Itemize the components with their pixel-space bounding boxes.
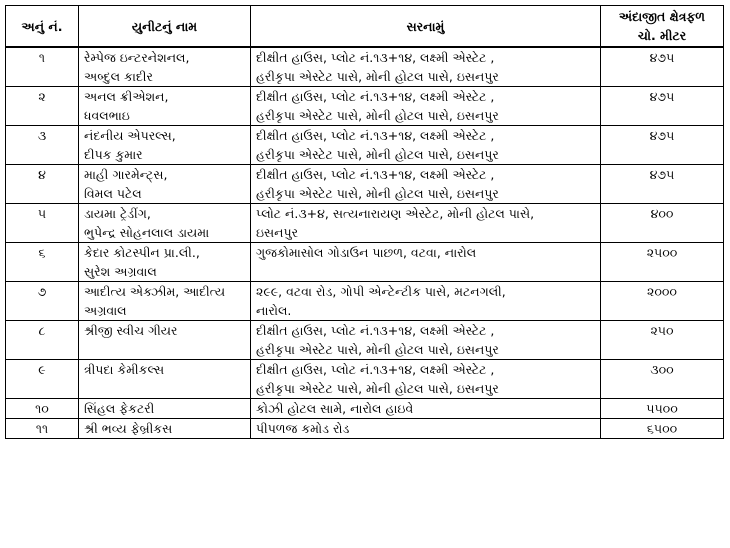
address-cell	[251, 419, 601, 439]
area-cell: ૪૦૦	[601, 204, 724, 243]
address-line2: હરીકૃપા એસ્ટેટ પાસે, મોની હોટલ પાસે, ઇસનપુર	[256, 381, 499, 396]
address-line2: હરીકૃપા એસ્ટેટ પાસે, મોની હોટલ પાસે, ઇસનપુર	[256, 186, 499, 201]
address-cell	[251, 243, 601, 282]
address-cell	[251, 126, 601, 165]
units-table	[5, 5, 724, 439]
unit-name-line2: સુરેશ અગ્રવાલ	[84, 264, 157, 279]
address-line2: હરીકૃપા એસ્ટેટ પાસે, મોની હોટલ પાસે, ઇસનપુર	[256, 108, 499, 123]
address-line1: દીક્ષીત હાઉસ, પ્લોટ નં.૧૩+૧૪, લક્ષ્મી એસ્ટેટ ,	[256, 362, 495, 377]
area-cell: ૨૦૦૦	[601, 282, 724, 321]
address-line1: દીક્ષીત હાઉસ, પ્લોટ નં.૧૩+૧૪, લક્ષ્મી એસ્ટેટ ,	[256, 167, 495, 182]
address-line2: ઇસનપુર	[256, 225, 299, 240]
unit-name-cell	[79, 243, 251, 282]
table-row	[6, 321, 724, 360]
unit-name-cell	[79, 204, 251, 243]
area-cell: ૪૭૫	[601, 126, 724, 165]
area-cell: ૩૦૦	[601, 360, 724, 399]
row-number: ૧૦	[6, 399, 79, 419]
unit-name-line2: વિમલ પટેલ	[84, 186, 142, 201]
header-sr-no: અનું નં.	[6, 6, 79, 48]
row-number: ૧	[6, 47, 79, 87]
table-row	[6, 126, 724, 165]
row-number: ૬	[6, 243, 79, 282]
address-line2: હરીકૃપા એસ્ટેટ પાસે, મોની હોટલ પાસે, ઇસનપુર	[256, 147, 499, 162]
address-line2: હરીકૃપા એસ્ટેટ પાસે, મોની હોટલ પાસે, ઇસનપુર	[256, 69, 499, 84]
table-row	[6, 87, 724, 126]
unit-name-line2: ધવલભાઇ	[84, 108, 130, 123]
unit-name-line1: આદીત્ય એક્ઝીમ, આદીત્ય	[84, 284, 226, 299]
area-cell: ૪૭૫	[601, 87, 724, 126]
area-cell: ૪૭૫	[601, 165, 724, 204]
unit-name-line1: માહી ગારમેન્ટ્સ,	[84, 167, 168, 182]
unit-name-line1: કેદાર કોટસ્પીન પ્રા.લી.,	[84, 245, 200, 260]
table-row	[6, 399, 724, 419]
row-number: ૮	[6, 321, 79, 360]
address-cell	[251, 204, 601, 243]
area-cell: ૬૫૦૦	[601, 419, 724, 439]
area-cell: ૫૫૦૦	[601, 399, 724, 419]
header-unit-name: યુનીટનું નામ	[79, 6, 251, 48]
header-area-line1: અંદાજીત ક્ષેત્રફળ	[618, 9, 706, 24]
address-cell	[251, 321, 601, 360]
address-line1: દીક્ષીત હાઉસ, પ્લોટ નં.૧૩+૧૪, લક્ષ્મી એસ્ટેટ ,	[256, 128, 495, 143]
row-number: ૭	[6, 282, 79, 321]
unit-name-line1: રેમ્પેજ ઇન્ટરનેશનલ,	[84, 50, 190, 65]
table-row	[6, 282, 724, 321]
address-line1: દીક્ષીત હાઉસ, પ્લોટ નં.૧૩+૧૪, લક્ષ્મી એસ્ટેટ ,	[256, 50, 495, 65]
unit-name-line2: અગ્રવાલ	[84, 303, 127, 318]
table-row	[6, 419, 724, 439]
address-line1: કોઝી હોટલ સામે, નારોલ હાઇવે	[256, 401, 414, 416]
address-cell	[251, 399, 601, 419]
row-number: ૩	[6, 126, 79, 165]
table-row	[6, 165, 724, 204]
address-cell	[251, 87, 601, 126]
unit-name-cell	[79, 399, 251, 419]
row-number: ૫	[6, 204, 79, 243]
unit-name-line1: શ્રી ભવ્ય ફેબ્રીકસ	[84, 421, 173, 436]
address-line1: ૨૯૯, વટવા રોડ, ગોપી એન્ટેન્ટીક પાસે, મટનગલી,	[256, 284, 506, 299]
unit-name-cell	[79, 126, 251, 165]
table-row	[6, 47, 724, 87]
unit-name-cell	[79, 282, 251, 321]
header-area-line2: ચો. મીટર	[637, 28, 687, 43]
table-row	[6, 204, 724, 243]
unit-name-cell	[79, 165, 251, 204]
address-line1: દીક્ષીત હાઉસ, પ્લોટ નં.૧૩+૧૪, લક્ષ્મી એસ્ટેટ ,	[256, 323, 495, 338]
row-number: ૯	[6, 360, 79, 399]
address-line1: પ્લોટ નં.૩+૪, સત્યનારાયણ એસ્ટેટ, મોની હોટલ પાસે,	[256, 206, 535, 221]
unit-name-cell	[79, 419, 251, 439]
unit-name-line2: ભુપેન્દ્ર સોહનલાલ ડાયમા	[84, 225, 210, 240]
unit-name-line1: નંદનીય એપરલ્સ,	[84, 128, 176, 143]
address-line1: દીક્ષીત હાઉસ, પ્લોટ નં.૧૩+૧૪, લક્ષ્મી એસ્ટેટ ,	[256, 89, 495, 104]
unit-name-line1: ડાયમા ટ્રેડીંગ,	[84, 206, 151, 221]
row-number: ૧૧	[6, 419, 79, 439]
header-area	[601, 6, 724, 48]
header-address: સરનામું	[251, 6, 601, 48]
header-row	[6, 6, 724, 48]
area-cell: ૪૭૫	[601, 47, 724, 87]
unit-name-line1: શ્રીજી સ્વીચ ગીયર	[84, 323, 178, 338]
unit-name-cell	[79, 87, 251, 126]
row-number: ૪	[6, 165, 79, 204]
row-number: ૨	[6, 87, 79, 126]
unit-name-line1: ત્રીપદા કેમીકલ્સ	[84, 362, 165, 377]
unit-name-cell	[79, 47, 251, 87]
address-cell	[251, 282, 601, 321]
address-line1: પીપળજ કમોડ રોડ	[256, 421, 350, 436]
unit-name-cell	[79, 321, 251, 360]
unit-name-line2: દીપક કુમાર	[84, 147, 143, 162]
unit-name-cell	[79, 360, 251, 399]
address-line2: નારોલ.	[256, 303, 292, 318]
area-cell: ૨૫૦૦	[601, 243, 724, 282]
table-row	[6, 360, 724, 399]
table-row	[6, 243, 724, 282]
unit-name-line1: સિંહલ ફેકટરી	[84, 401, 155, 416]
unit-name-line2: અબ્દુલ કાદીર	[84, 69, 153, 84]
address-line2: હરીકૃપા એસ્ટેટ પાસે, મોની હોટલ પાસે, ઇસનપુર	[256, 342, 499, 357]
address-cell	[251, 165, 601, 204]
address-cell	[251, 47, 601, 87]
unit-name-line1: અનલ ક્રીએશન,	[84, 89, 169, 104]
address-cell	[251, 360, 601, 399]
area-cell: ૨૫૦	[601, 321, 724, 360]
address-line1: ગુજકોમાસોલ ગોડાઉન પાછળ, વટવા, નારોલ	[256, 245, 477, 260]
